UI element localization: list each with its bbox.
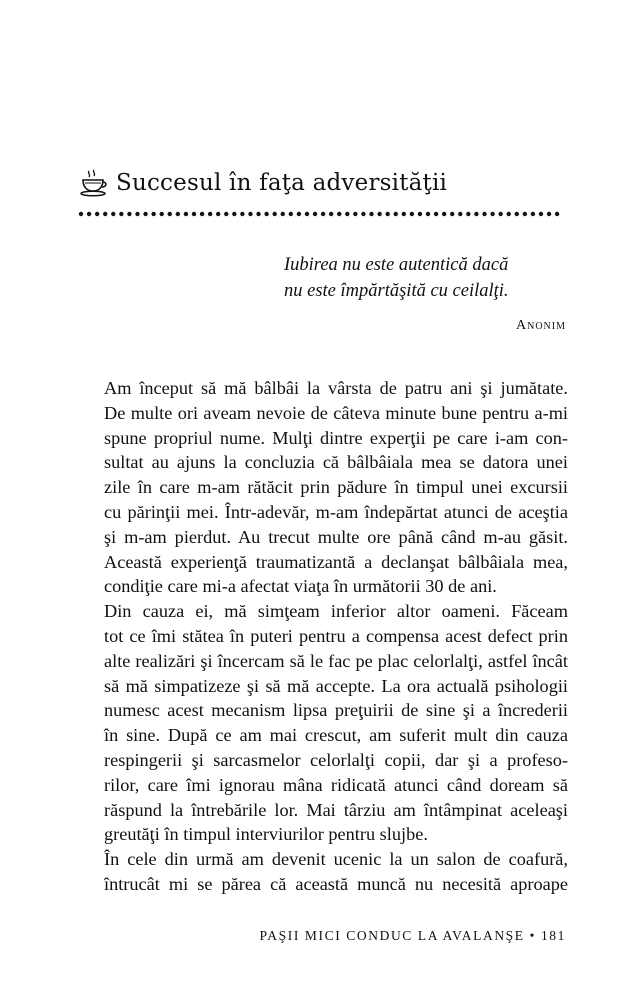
running-title: PAŞII MICI CONDUC LA AVALANŞE: [259, 928, 525, 943]
text-line: condiţie care mi-a afectat viaţa în următorii 30 de ani.: [104, 576, 497, 597]
epigraph-line: Iubirea nu este autentică dacă: [284, 255, 509, 275]
paragraph: [78, 847, 568, 897]
epigraph-author: Anonim: [516, 318, 566, 333]
text-line: tot ce îmi stătea în puteri pentru a compensa acest defect prin: [104, 625, 568, 646]
text-line: În cele din urmă am devenit ucenic la un salon de coafură,: [104, 849, 568, 870]
text-line: alte realizări şi încercam să le fac pe plac celorlalţi, astfel încât: [104, 650, 568, 671]
text-line: cu părinţii mei. Într-adevăr, m-am îndepărtat atunci de aceştia: [104, 501, 568, 522]
text-line: spune propriul nume. Mulţi dintre experţii pe care i-am con-: [104, 427, 568, 448]
text-line: în sine. După ce am mai crescut, am suferit mult din cauza: [104, 725, 568, 746]
text-line: rilor, care îmi ignorau mâna ridicată atunci când doream să: [104, 774, 568, 795]
epigraph-line: nu este împărtăşită cu ceilalţi.: [284, 281, 509, 301]
text-line: răspund la întrebările lor. Mai târziu am întâmpinat aceleaşi: [104, 799, 568, 820]
chapter-heading: [78, 168, 447, 198]
text-line: respingerii şi sarcasmelor celorlalţi copii, dar şi a profeso-: [104, 749, 568, 770]
text-line: întrucât mi se părea că această muncă nu necesită aproape: [104, 873, 568, 894]
text-line: şi m-am pierdut. Au trecut multe ore până când m-au găsit.: [104, 526, 568, 547]
body-text: [78, 376, 568, 897]
text-line: zile în care m-am rătăcit prin pădure în timpul unei excursii: [104, 477, 568, 498]
text-line: să mă simpatizeze şi să mă accepte. La ora actuală psihologii: [104, 675, 568, 696]
text-line: greutăţi în timpul interviurilor pentru slujbe.: [104, 824, 428, 845]
paragraph: [78, 376, 568, 599]
teacup-icon: [78, 168, 108, 198]
epigraph-quote: [284, 252, 564, 304]
footer-bullet: •: [529, 928, 536, 943]
dotted-rule: [78, 210, 568, 218]
page-footer: [259, 928, 566, 944]
page-number: 181: [540, 928, 566, 943]
chapter-title: Succesul în faţa adversităţii: [116, 170, 448, 196]
text-line: sultat au ajuns la concluzia că bâlbâiala mea se datora unei: [104, 452, 568, 473]
text-line: Această experienţă traumatizantă a declanşat bâlbâiala mea,: [104, 551, 568, 572]
text-line: Am început să mă bâlbâi la vârsta de patru ani şi jumătate.: [104, 378, 568, 398]
paragraph: [78, 599, 568, 847]
text-line: Din cauza ei, mă simţeam inferior altor oameni. Făceam: [104, 601, 568, 622]
text-line: numesc acest mecanism lipsa preţuirii de sine şi a încrederii: [104, 700, 568, 721]
text-line: De multe ori aveam nevoie de câteva minute bune pentru a-mi: [104, 402, 568, 423]
